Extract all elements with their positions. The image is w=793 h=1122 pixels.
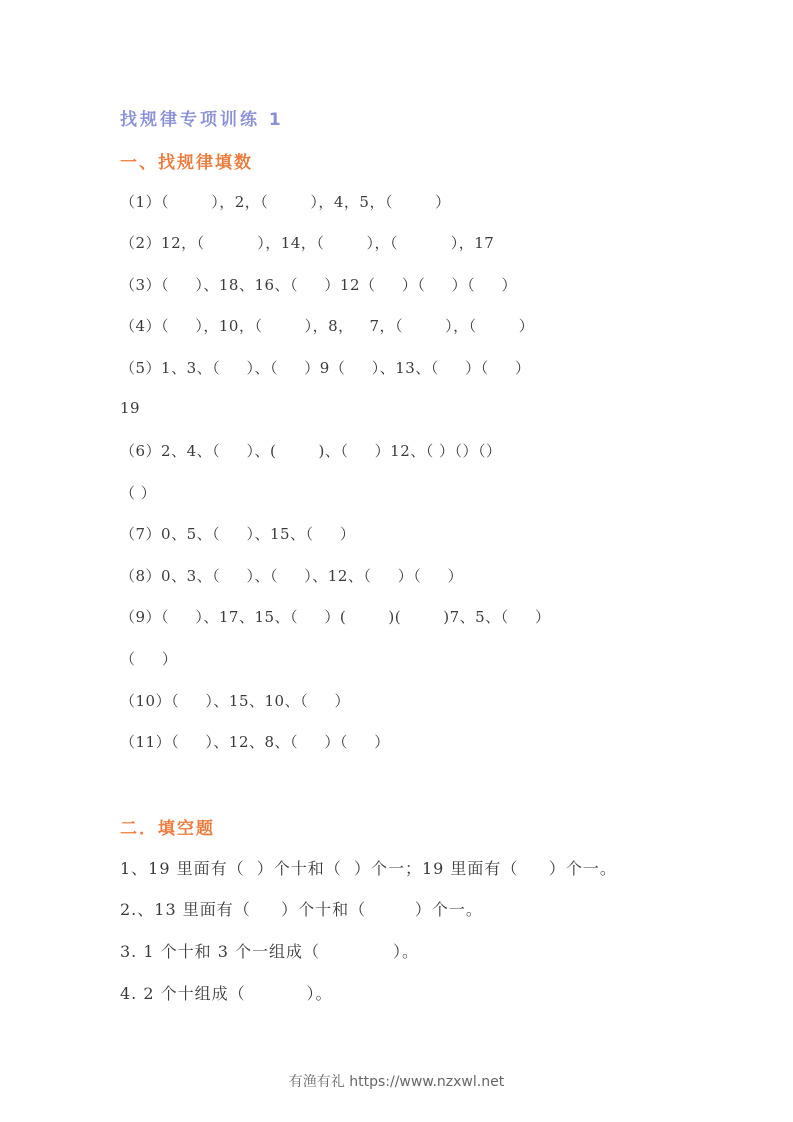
exercise-line: （11）（ ）、12、8、（ ）（ ） xyxy=(120,733,390,751)
exercise-line: （2）12，（ ），14，（ ），（ ），17 xyxy=(120,234,495,252)
exercise-line: （5）1、3、（ ）、（ ）9（ ）、13、（ ）（ ） xyxy=(120,359,531,377)
fill-in-question: 2.、13 里面有（ ）个十和（ ）个一。 xyxy=(120,900,483,919)
exercise-line-continued: （ ） xyxy=(120,484,157,502)
document-title: 找规律专项训练 1 xyxy=(120,110,284,130)
footer-watermark: 有渔有礼 https://www.nzxwl.net xyxy=(288,1074,505,1090)
fill-in-question: 1、19 里面有（ ）个十和（ ）个一；19 里面有（ ）个一。 xyxy=(120,859,617,878)
exercise-line: （8）0、3、（ ）、（ ）、12、（ ）（ ） xyxy=(120,567,464,585)
exercise-line: （7）0、5、（ ）、15、（ ） xyxy=(120,525,356,543)
fill-in-question: 4. 2 个十组成（ ）。 xyxy=(120,984,333,1003)
exercise-line: （1）（ ），2，（ ），4，5，（ ） xyxy=(120,193,451,211)
exercise-line: （6）2、4、（ ）、( )、（ ）12、（ ）（）（） xyxy=(120,442,502,460)
fill-in-question: 3. 1 个十和 3 个一组成（ ）。 xyxy=(120,942,420,961)
exercise-line: （9）（ ）、17、15、（ ）( )( )7、5、（ ） xyxy=(120,608,551,626)
exercise-line-continued: （ ） xyxy=(120,650,178,668)
section-1-heading: 一、找规律填数 xyxy=(120,153,253,173)
exercise-line: （4）（ ），10，（ ），8， 7，（ ），（ ） xyxy=(120,317,535,335)
exercise-line-continued: 19 xyxy=(120,399,141,417)
exercise-line: （10）（ ）、15、10、（ ） xyxy=(120,692,350,710)
section-2-heading: 二．填空题 xyxy=(120,819,215,839)
exercise-line: （3）（ ）、18、16、（ ）12（ ）（ ）（ ） xyxy=(120,276,518,294)
